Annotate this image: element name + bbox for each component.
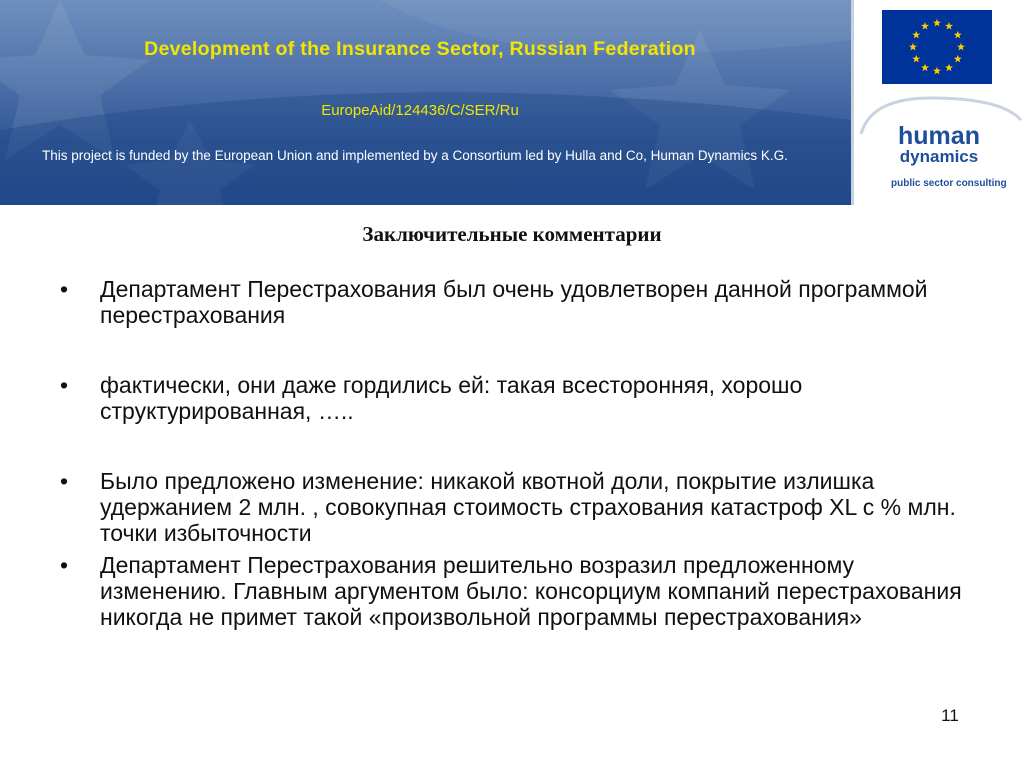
bullet-text: Департамент Перестрахования решительно возразил предложенному изменению. Главным аргументом было: консорциум компаний перестрахования никогда не примет такой «произвольной программы перестрахования» (100, 552, 962, 630)
project-title: Development of the Insurance Sector, Russian Federation (144, 38, 696, 60)
bullet-item (60, 552, 980, 630)
slide-heading: Заключительные комментарии (362, 222, 662, 246)
bullet-icon: • (60, 372, 69, 398)
eu-flag-icon (882, 10, 992, 84)
bullet-text: Было предложено изменение: никакой квотной доли, покрытие излишка удержанием 2 млн. , совокупная стоимость страхования катастроф XL с % млн. точки избыточности (100, 468, 956, 546)
funding-note: This project is funded by the European Union and implemented by a Consortium led by Hulla and Co, Human Dynamics K.G. (42, 148, 788, 163)
bullet-item (60, 276, 980, 328)
bullet-icon: • (60, 468, 69, 494)
logo-panel (851, 0, 1024, 205)
bullet-text: фактически, они даже гордились ей: такая всесторонняя, хорошо структурированная, ….. (100, 372, 803, 424)
bullet-list (60, 276, 980, 630)
bullet-item (60, 468, 980, 546)
logo-human-text: human (898, 122, 980, 150)
bullet-icon: • (60, 552, 69, 578)
page-number: 11 (941, 706, 959, 725)
header-banner (0, 0, 851, 205)
logo-dynamics-text: dynamics (899, 147, 979, 166)
bullet-icon: • (60, 276, 69, 302)
logo-tagline: public sector consulting (891, 178, 1007, 189)
project-reference: EuropeAid/124436/C/SER/Ru (321, 102, 519, 119)
bullet-item (60, 372, 980, 424)
bullet-text: Департамент Перестрахования был очень удовлетворен данной программой перестрахования (100, 276, 928, 328)
